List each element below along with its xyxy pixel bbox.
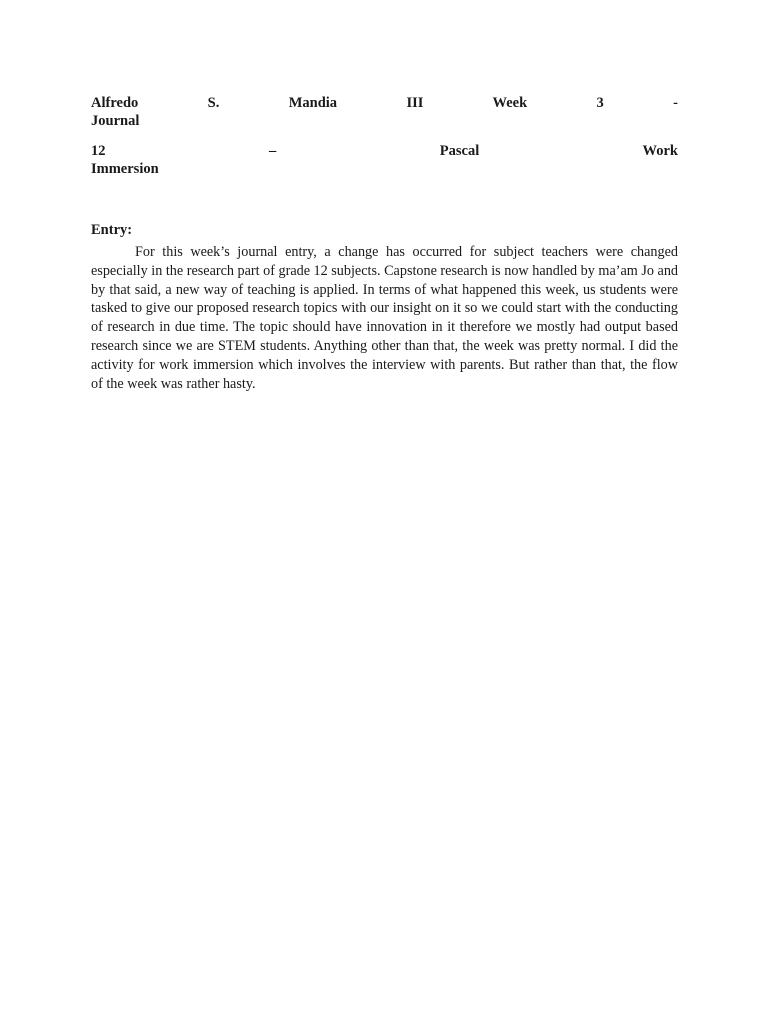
header-block-name [91,94,678,130]
header-line-name [91,94,678,112]
week-label: Week 3 - [492,95,678,111]
student-name: Alfredo S. Mandia III [91,95,424,111]
section-name: 12 – Pascal [91,143,480,159]
entry-paragraph: For this week’s journal entry, a change has occurred for subject teachers were changed especially in the research part of grade 12 subjects. Capstone research is now handled by ma’am Jo and by that said, a new way of teaching is applied. In terms of what happened this week, us students were tasked to give our proposed research topics with our insight on it so we could start with the conducting of research in due time. The topic should have innovation in it therefore we mostly had output based research since we are STEM students. Anything other than that, the week was pretty normal. I did the activity for work immersion which involves the interview with parents. But rather than that, the flow of the week was rather hasty. [91,244,679,392]
immersion-label: Immersion [91,161,159,177]
header-line-section [91,142,678,160]
journal-label: Journal [91,113,140,129]
entry-heading: Entry: [91,222,133,238]
work-label: Work [642,143,678,159]
document-page [91,94,678,408]
header-block-section [91,142,678,178]
